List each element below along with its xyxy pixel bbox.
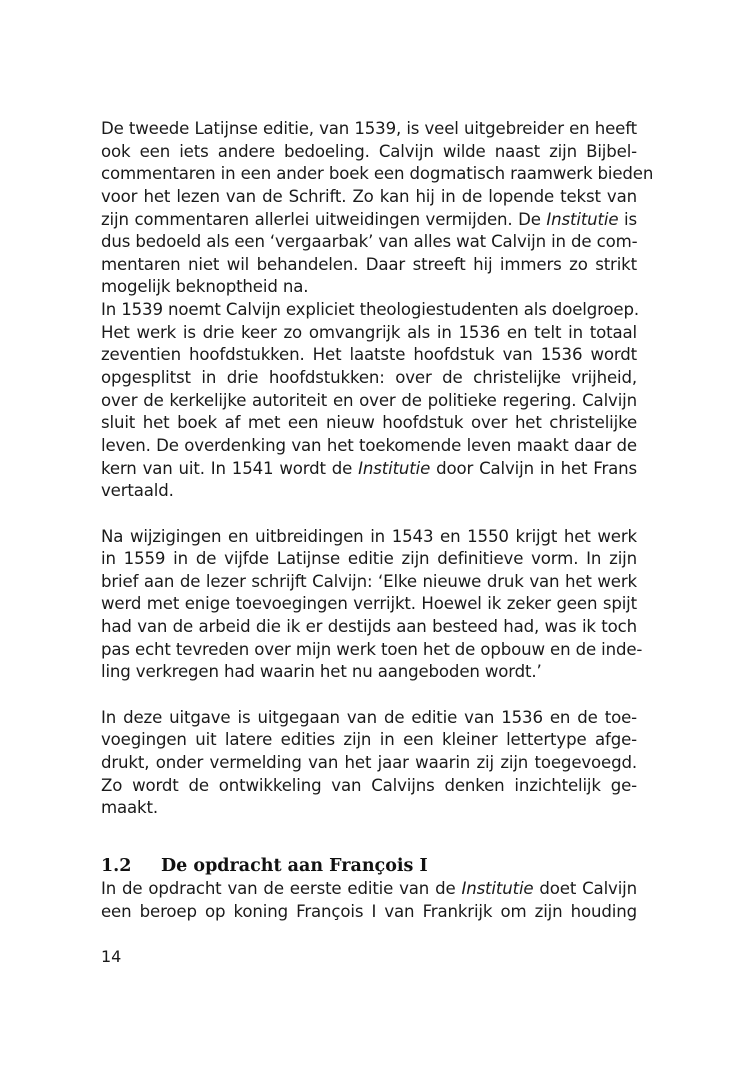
text-segment: In de opdracht van de eerste editie van de <box>101 878 456 898</box>
text-line: pas echt tevreden over mijn werk toen het de opbouw en de inde- <box>101 639 643 659</box>
text-line: vertaald. <box>101 481 174 501</box>
text-line: commentaren in een ander boek een dogmatisch raamwerk bieden <box>101 164 654 184</box>
page-number: 14 <box>101 947 122 966</box>
text-line: in 1559 in de vijfde Latijnse editie zijn definitieve vorm. In zijn <box>101 549 637 569</box>
text-line: brief aan de lezer schrijft Calvijn: ‘Elke nieuwe druk van het werk <box>101 571 637 591</box>
text-line: mentaren niet wil behandelen. Daar streeft hij immers zo strikt <box>101 254 637 274</box>
text-line: ling verkregen had waarin het nu aangeboden wordt.’ <box>101 662 542 682</box>
text-segment: is <box>624 209 637 229</box>
text-line: leven. De overdenking van het toekomende leven maakt daar de <box>101 435 637 455</box>
text-line: werd met enige toevoegingen verrijkt. Hoewel ik zeker geen spijt <box>101 594 637 614</box>
book-title: Institutie <box>461 878 534 898</box>
text-line: De tweede Latijnse editie, van 1539, is veel uitgebreider en heeft <box>101 119 637 138</box>
book-title: Institutie <box>546 209 619 229</box>
text-line: een beroep op koning François I van Frankrijk om zijn houding <box>101 901 637 921</box>
text-line: sluit het boek af met een nieuw hoofdstuk over het christelijke <box>101 413 637 433</box>
text-line <box>101 878 637 901</box>
text-line: In 1539 noemt Calvijn expliciet theologiestudenten als doelgroep. <box>101 300 639 320</box>
text-line: zeventien hoofdstukken. Het laatste hoofdstuk van 1536 wordt <box>101 345 637 365</box>
text-line <box>101 209 637 232</box>
text-line <box>101 458 637 481</box>
text-segment: door Calvijn in het Frans <box>436 458 638 478</box>
text-segment: kern van uit. In 1541 wordt de <box>101 458 353 478</box>
section-number: 1.2 <box>101 855 132 876</box>
text-segment: zijn commentaren allerlei uitweidingen vermijden. De <box>101 209 541 229</box>
text-line: over de kerkelijke autoriteit en over de politieke regering. Calvijn <box>101 390 637 410</box>
paragraph-spacer <box>101 684 637 707</box>
text-line: Het werk is drie keer zo omvangrijk als in 1536 en telt in totaal <box>101 322 637 342</box>
text-segment: doet Calvijn <box>539 878 637 898</box>
paragraph <box>101 878 637 923</box>
text-line: Na wijzigingen en uitbreidingen in 1543 en 1550 krijgt het werk <box>101 526 637 546</box>
text-line: had van de arbeid die ik er destijds aan besteed had, was ik toch <box>101 617 637 637</box>
text-line: Zo wordt de ontwikkeling van Calvijns denken inzichtelijk ge- <box>101 775 637 795</box>
paragraph-spacer <box>101 503 637 526</box>
paragraph <box>101 707 637 820</box>
text-line: In deze uitgave is uitgegaan van de editie van 1536 en de toe- <box>101 707 637 727</box>
paragraph <box>101 118 654 299</box>
page-body <box>101 118 654 923</box>
text-line: maakt. <box>101 798 158 818</box>
section-heading <box>101 854 637 878</box>
paragraph <box>101 526 643 684</box>
section-spacer <box>101 820 637 854</box>
text-line: dus bedoeld als een ‘vergaarbak’ van alles wat Calvijn in de com- <box>101 232 638 252</box>
text-line: voegingen uit latere edities zijn in een kleiner lettertype afge- <box>101 730 637 750</box>
book-title: Institutie <box>358 458 431 478</box>
section-title: De opdracht aan François I <box>161 855 428 876</box>
text-line: drukt, onder vermelding van het jaar waarin zij zijn toegevoegd. <box>101 752 637 772</box>
text-line: mogelijk beknoptheid na. <box>101 277 309 297</box>
text-line: ook een iets andere bedoeling. Calvijn wilde naast zijn Bijbel- <box>101 141 637 161</box>
text-line: voor het lezen van de Schrift. Zo kan hij in de lopende tekst van <box>101 186 637 206</box>
text-line: opgesplitst in drie hoofdstukken: over de christelijke vrijheid, <box>101 368 637 388</box>
paragraph <box>101 299 637 503</box>
